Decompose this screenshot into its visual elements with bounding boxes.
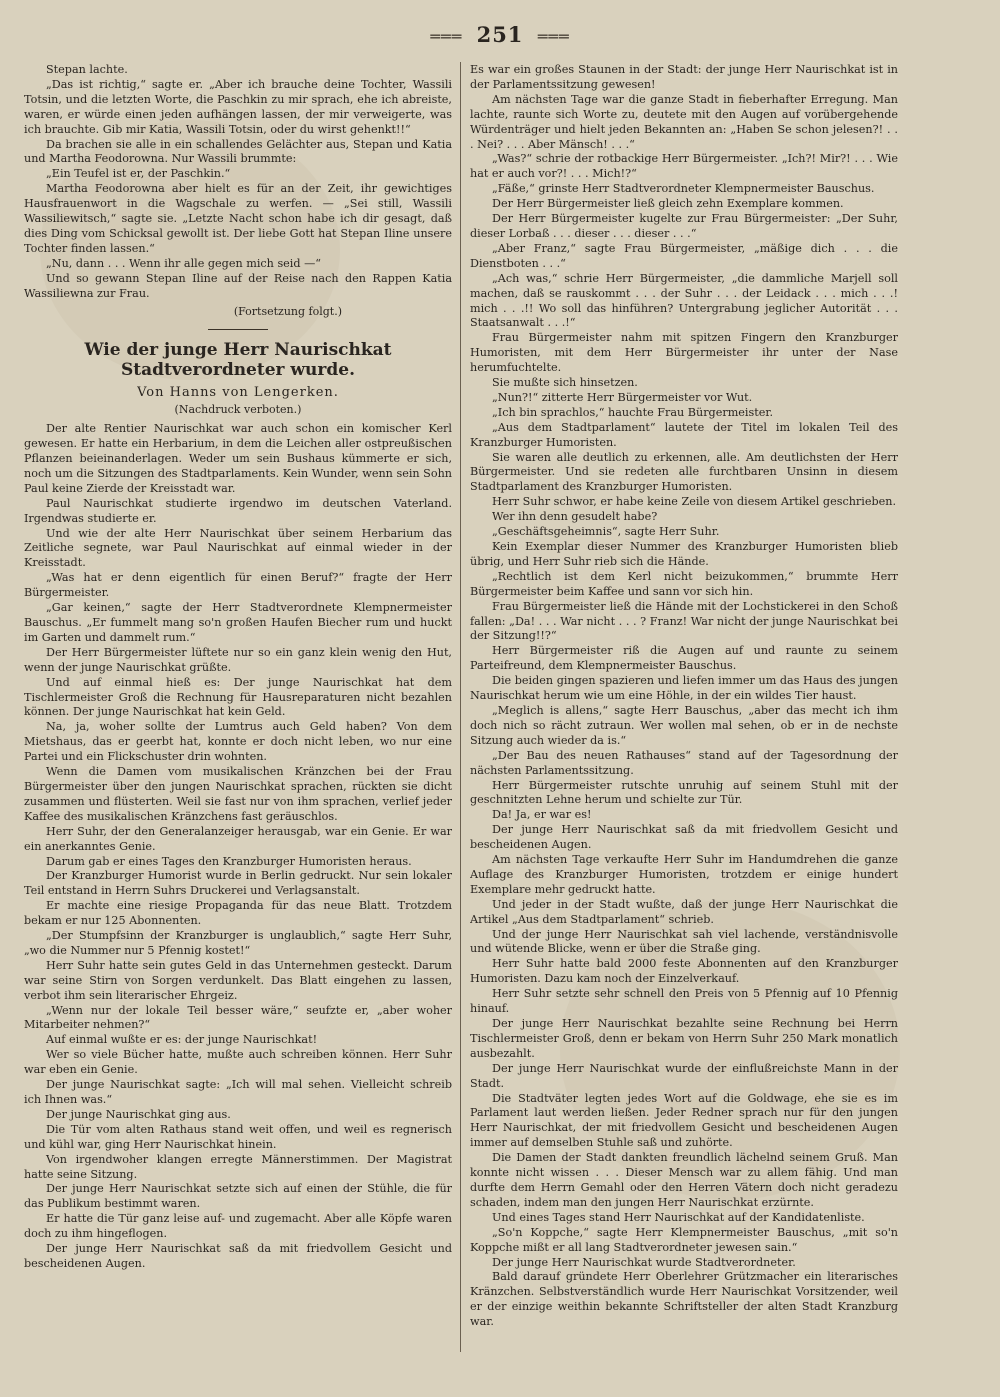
- paragraph: Auf einmal wußte er es: der junge Naurischkat!: [46, 1033, 318, 1047]
- paragraph: Und eines Tages stand Herr Naurischkat auf der Kandidatenliste.: [492, 1210, 865, 1224]
- paragraph: „Ein Teufel ist er, der Paschkin.“: [46, 167, 231, 181]
- paragraph: Am nächsten Tage war die ganze Stadt in fieberhafter Erregung. Man lachte, raunte sich Worte zu, deutete mit den Augen auf vorübergehende Würdenträger und hielt jeden Bekannten an: „Haben Se schon jelesen?! . . . Nei? . . . Aber Mänsch! . . .“: [470, 92, 898, 151]
- paragraph: Da brachen sie alle in ein schallendes Gelächter aus, Stepan und Katia und Martha Feodorowna. Nur Wassili brummte:: [24, 137, 452, 166]
- paragraph: Und auf einmal hieß es: Der junge Naurischkat hat dem Tischlermeister Groß die Rechnung für Hausreparaturen nicht bezahlen können. Der junge Naurischkat hat kein Geld.: [24, 675, 452, 719]
- left-column: [24, 63, 452, 1383]
- paragraph: „Fäße,“ grinste Herr Stadtverordneter Klempnermeister Bauschus.: [492, 182, 875, 196]
- paragraph: „Gar keinen,“ sagte der Herr Stadtverordnete Klempnermeister Bauschus. „Er fummelt mang so'n großen Haufen Biecher rum und huckt im Garten und dammelt rum.“: [24, 601, 452, 644]
- paragraph: Der junge Naurischkat sagte: „Ich will mal sehen. Vielleicht schreib ich Ihnen was.“: [24, 1078, 452, 1106]
- article-body-left: [24, 422, 452, 1272]
- paragraph: Der Herr Bürgermeister kugelte zur Frau Bürgermeister: „Der Suhr, dieser Lorbaß . . . dieser . . . dieser . . .“: [470, 212, 898, 240]
- paragraph: Frau Bürgermeister ließ die Hände mit der Lochstickerei in den Schoß fallen: „Da! . . . War nicht . . . ? Franz! War nicht der junge Naurischkat bei der Sitzung!!?“: [470, 599, 898, 643]
- paragraph: Martha Feodorowna aber hielt es für an der Zeit, ihr gewichtiges Hausfrauenwort in die Wagschale zu werfen. — „Sei still, Wassili Wassiliewitsch,“ sagte sie. „Letzte Nacht schon habe ich dir gesagt, daß dies Ding vom Schicksal gewollt ist. Der liebe Gott hat Stepan Iline unsere Tochter finden lassen.“: [24, 182, 452, 255]
- paragraph: Herr Suhr hatte bald 2000 feste Abonnenten auf den Kranzburger Humoristen. Dazu kam noch der Einzelverkauf.: [470, 957, 898, 986]
- article-body-right: [470, 63, 898, 1330]
- paragraph: Der alte Rentier Naurischkat war auch schon ein komischer Kerl gewesen. Er hatte ein Herbarium, in dem die Leichen aller ostpreußischen Pflanzen beieinanderlagen. Weder um sein Bushaus kümmerte er sich, noch um die Sitzungen des Stadtparlaments. Kein Wunder, wenn sein Sohn Paul keine Zierde der Kreisstadt war.: [24, 422, 452, 495]
- paragraph: Herr Suhr hatte sein gutes Geld in das Unternehmen gesteckt. Darum war seine Stirn von Sorgen verdunkelt. Das Blatt eingehen zu lassen, verbot ihm sein literarischer Ehrgeiz.: [24, 958, 452, 1002]
- section-separator: [208, 329, 268, 330]
- paragraph: Na, ja, woher sollte der Lumtrus auch Geld haben? Von dem Mietshaus, das er geerbt hat, konnte er doch nicht leben, wo nur eine Partei und ein Flickschuster drin wohnten.: [24, 720, 452, 764]
- paragraph: Er machte eine riesige Propaganda für das neue Blatt. Trotzdem bekam er nur 125 Abonnenten.: [24, 899, 452, 928]
- paragraph: „Aus dem Stadtparlament“ lautete der Titel im lokalen Teil des Kranzburger Humoristen.: [470, 420, 898, 449]
- paragraph: „Der Stumpfsinn der Kranzburger is unglaublich,“ sagte Herr Suhr, „wo die Nummer nur 5 Pfennig kostet!“: [24, 929, 452, 957]
- story-ending: [24, 63, 452, 302]
- paragraph: Der junge Herr Naurischkat saß da mit friedvollem Gesicht und bescheidenen Augen.: [470, 823, 898, 852]
- paragraph: Herr Bürgermeister riß die Augen auf und raunte zu seinem Parteifreund, dem Klempnermeister Bauschus.: [470, 644, 898, 673]
- paragraph: „Nun?!“ zitterte Herr Bürgermeister vor Wut.: [492, 390, 753, 404]
- paragraph: Der junge Naurischkat ging aus.: [46, 1107, 231, 1121]
- paragraph: „Wenn nur der lokale Teil besser wäre,“ seufzte er, „aber woher Mitarbeiter nehmen?“: [24, 1003, 452, 1032]
- paragraph: Und jeder in der Stadt wußte, daß der junge Herr Naurischkat die Artikel „Aus dem Stadtparlament“ schrieb.: [470, 897, 898, 926]
- page-header: [0, 22, 1000, 52]
- paragraph: Der junge Herr Naurischkat setzte sich auf einen der Stühle, die für das Publikum bestimmt waren.: [24, 1182, 452, 1211]
- paragraph: Stepan lachte.: [46, 63, 128, 76]
- paragraph: Da! Ja, er war es!: [492, 808, 592, 822]
- paragraph: Darum gab er eines Tages den Kranzburger Humoristen heraus.: [46, 854, 412, 868]
- paragraph: „Nu, dann . . . Wenn ihr alle gegen mich seid —“: [46, 256, 322, 270]
- paragraph: Die Tür vom alten Rathaus stand weit offen, und weil es regnerisch und kühl war, ging Herr Naurischkat hinein.: [24, 1122, 452, 1151]
- paragraph: Sie mußte sich hinsetzen.: [492, 376, 638, 390]
- header-ornament-right: ═══: [537, 27, 570, 46]
- paragraph: Paul Naurischkat studierte irgendwo im deutschen Vaterland. Irgendwas studierte er.: [24, 496, 452, 525]
- paragraph: Er hatte die Tür ganz leise auf- und zugemacht. Aber alle Köpfe waren doch zu ihm hingeflogen.: [24, 1212, 452, 1241]
- paragraph: „Ich bin sprachlos,“ hauchte Frau Bürgermeister.: [492, 405, 774, 419]
- paragraph: Sie waren alle deutlich zu erkennen, alle. Am deutlichsten der Herr Bürgermeister. Und sie redeten alle furchtbaren Unsinn in diesem Stadtparlament des Kranzburger Humoristen.: [470, 450, 898, 494]
- paragraph: Die Stadtväter legten jedes Wort auf die Goldwage, ehe sie es im Parlament laut werden ließen. Jeder Redner sprach nur für den jungen Herr Naurischkat, der mit friedvollem Gesicht und bescheidenen Augen immer auf demselben Stuhle saß und zuhörte.: [470, 1091, 898, 1150]
- paragraph: Die beiden gingen spazieren und liefen immer um das Haus des jungen Naurischkat herum wie um eine Höhle, in der ein wildes Tier haust.: [470, 674, 898, 703]
- article-title: Wie der junge Herr Naurischkat Stadtverordneter wurde.: [84, 340, 392, 381]
- paragraph: Der junge Herr Naurischkat bezahlte seine Rechnung bei Herrn Tischlermeister Groß, denn er bekam von Herrn Suhr 250 Mark monatlich ausbezahlt.: [470, 1017, 898, 1060]
- reprint-note: (Nachdruck verboten.): [174, 403, 302, 417]
- paragraph: Es war ein großes Staunen in der Stadt: der junge Herr Naurischkat ist in der Parlamentssitzung gewesen!: [470, 63, 898, 91]
- paragraph: Wenn die Damen vom musikalischen Kränzchen bei der Frau Bürgermeister über den jungen Naurischkat sprachen, rückten sie dicht zusammen und flüsterten. Weil sie fast nur von ihm sprachen, verlief jeder Kaffee des musikalischen Kränzchens fast geräuschlos.: [24, 765, 452, 823]
- paragraph: „Rechtlich ist dem Kerl nicht beizukommen,“ brummte Herr Bürgermeister beim Kaffee und sann vor sich hin.: [470, 569, 898, 598]
- paragraph: „Geschäftsgeheimnis“, sagte Herr Suhr.: [492, 525, 720, 539]
- paragraph: Herr Suhr setzte sehr schnell den Preis von 5 Pfennig auf 10 Pfennig hinauf.: [470, 987, 898, 1016]
- paragraph: Wer ihn denn gesudelt habe?: [492, 510, 658, 524]
- paragraph: Der Kranzburger Humorist wurde in Berlin gedruckt. Nur sein lokaler Teil entstand in Herrn Suhrs Druckerei und Verlagsanstalt.: [24, 869, 452, 898]
- paragraph: Am nächsten Tage verkaufte Herr Suhr im Handumdrehen die ganze Auflage des Kranzburger Humoristen, trotzdem er einige hundert Exemplare mehr gedruckt hatte.: [470, 853, 898, 896]
- paragraph: Kein Exemplar dieser Nummer des Kranzburger Humoristen blieb übrig, und Herr Suhr rieb sich die Hände.: [470, 540, 898, 568]
- paragraph: Der Herr Bürgermeister ließ gleich zehn Exemplare kommen.: [492, 197, 844, 211]
- paragraph: „Was?“ schrie der rotbackige Herr Bürgermeister. „Ich?! Mir?! . . . Wie hat er auch vor?! . . . Mich!?“: [470, 152, 898, 181]
- paragraph: Wer so viele Bücher hatte, mußte auch schreiben können. Herr Suhr war eben ein Genie.: [24, 1048, 452, 1077]
- column-divider: [460, 62, 461, 1352]
- page-number: 251: [476, 22, 524, 47]
- paragraph: Von irgendwoher klangen erregte Männerstimmen. Der Magistrat hatte seine Sitzung.: [24, 1152, 452, 1181]
- continuation-note: (Fortsetzung folgt.): [233, 304, 342, 318]
- header-ornament-left: ═══: [430, 27, 463, 46]
- paragraph: Der junge Herr Naurischkat saß da mit friedvollem Gesicht und bescheidenen Augen.: [24, 1242, 452, 1270]
- paragraph: „Ach was,“ schrie Herr Bürgermeister, „die dammliche Marjell soll machen, daß se rauskommt . . . der Suhr . . . der Leidack . . . mich . . .! mich . . .!! Wo soll das hinführen? Untergrabung jeglicher Autorität . . . Staatsanwalt . . .!“: [470, 271, 898, 330]
- paragraph: „Das ist richtig,“ sagte er. „Aber ich brauche deine Tochter, Wassili Totsin, und die letzten Worte, die Paschkin zu mir sprach, ehe ich abreiste, waren, er würde einen jeden aufhängen lassen, der mir verweigerte, was ich brauchte. Gib mir Katia, Wassili Totsin, oder du wirst gehenkt!!“: [24, 77, 452, 136]
- paragraph: Und so gewann Stepan Iline auf der Reise nach den Rappen Katia Wassiliewna zur Frau.: [24, 271, 452, 300]
- paragraph: Und wie der alte Herr Naurischkat über seinem Herbarium das Zeitliche segnete, war Paul Naurischkat auf einmal wieder in der Kreisstadt.: [24, 526, 452, 570]
- paragraph: Der junge Herr Naurischkat wurde Stadtverordneter.: [492, 1255, 796, 1269]
- paragraph: Und der junge Herr Naurischkat sah viel lachende, verständnisvolle und wütende Blicke, wenn er über die Straße ging.: [470, 927, 898, 956]
- paragraph: „Meglich is allens,“ sagte Herr Bauschus, „aber das mecht ich ihm doch nich so rächt zutraun. Wer wollen mal sehen, ob er in de nechste Sitzung auch wieder da is.“: [470, 703, 898, 747]
- paragraph: „Was hat er denn eigentlich für einen Beruf?“ fragte der Herr Bürgermeister.: [24, 571, 452, 600]
- paragraph: Der Herr Bürgermeister lüftete nur so ein ganz klein wenig den Hut, wenn der junge Naurischkat grüßte.: [24, 645, 452, 674]
- paragraph: Herr Suhr, der den Generalanzeiger herausgab, war ein Genie. Er war ein anerkanntes Genie.: [24, 824, 452, 853]
- paragraph: Der junge Herr Naurischkat wurde der einflußreichste Mann in der Stadt.: [470, 1061, 898, 1090]
- paragraph: „Der Bau des neuen Rathauses“ stand auf der Tagesordnung der nächsten Parlamentssitzung.: [470, 748, 898, 777]
- paragraph: Herr Bürgermeister rutschte unruhig auf seinem Stuhl mit der geschnitzten Lehne herum und schielte zur Tür.: [470, 778, 898, 807]
- paragraph: Herr Suhr schwor, er habe keine Zeile von diesem Artikel geschrieben.: [492, 495, 897, 509]
- paragraph: Frau Bürgermeister nahm mit spitzen Fingern den Kranzburger Humoristen, mit dem Herr Bürgermeister ihr unter der Nase herumfuchtelte.: [470, 331, 898, 375]
- paragraph: Bald darauf gründete Herr Oberlehrer Grützmacher ein literarisches Kränzchen. Selbstverständlich wurde Herr Naurischkat Vorsitzender, weil er der einzige weithin bekannte Schriftsteller der alten Stadt Kranzburg war.: [470, 1270, 898, 1329]
- paragraph: „So'n Koppche,“ sagte Herr Klempnermeister Bauschus, „mit so'n Koppche mißt er all lang Stadtverordneter jewesen sain.“: [470, 1225, 898, 1254]
- right-column: [470, 63, 898, 1383]
- paragraph: „Aber Franz,“ sagte Frau Bürgermeister, „mäßige dich . . . die Dienstboten . . .“: [470, 241, 898, 270]
- paragraph: Die Damen der Stadt dankten freundlich lächelnd seinem Gruß. Man konnte nicht wissen . . . Dieser Mensch war zu allem fähig. Und man durfte dem Herrn Gemahl oder den Herren Vätern doch nicht geradezu schaden, indem man den jungen Herr Naurischkat erzürnte.: [470, 1151, 898, 1209]
- article-author: Von Hanns von Lengerken.: [137, 385, 339, 401]
